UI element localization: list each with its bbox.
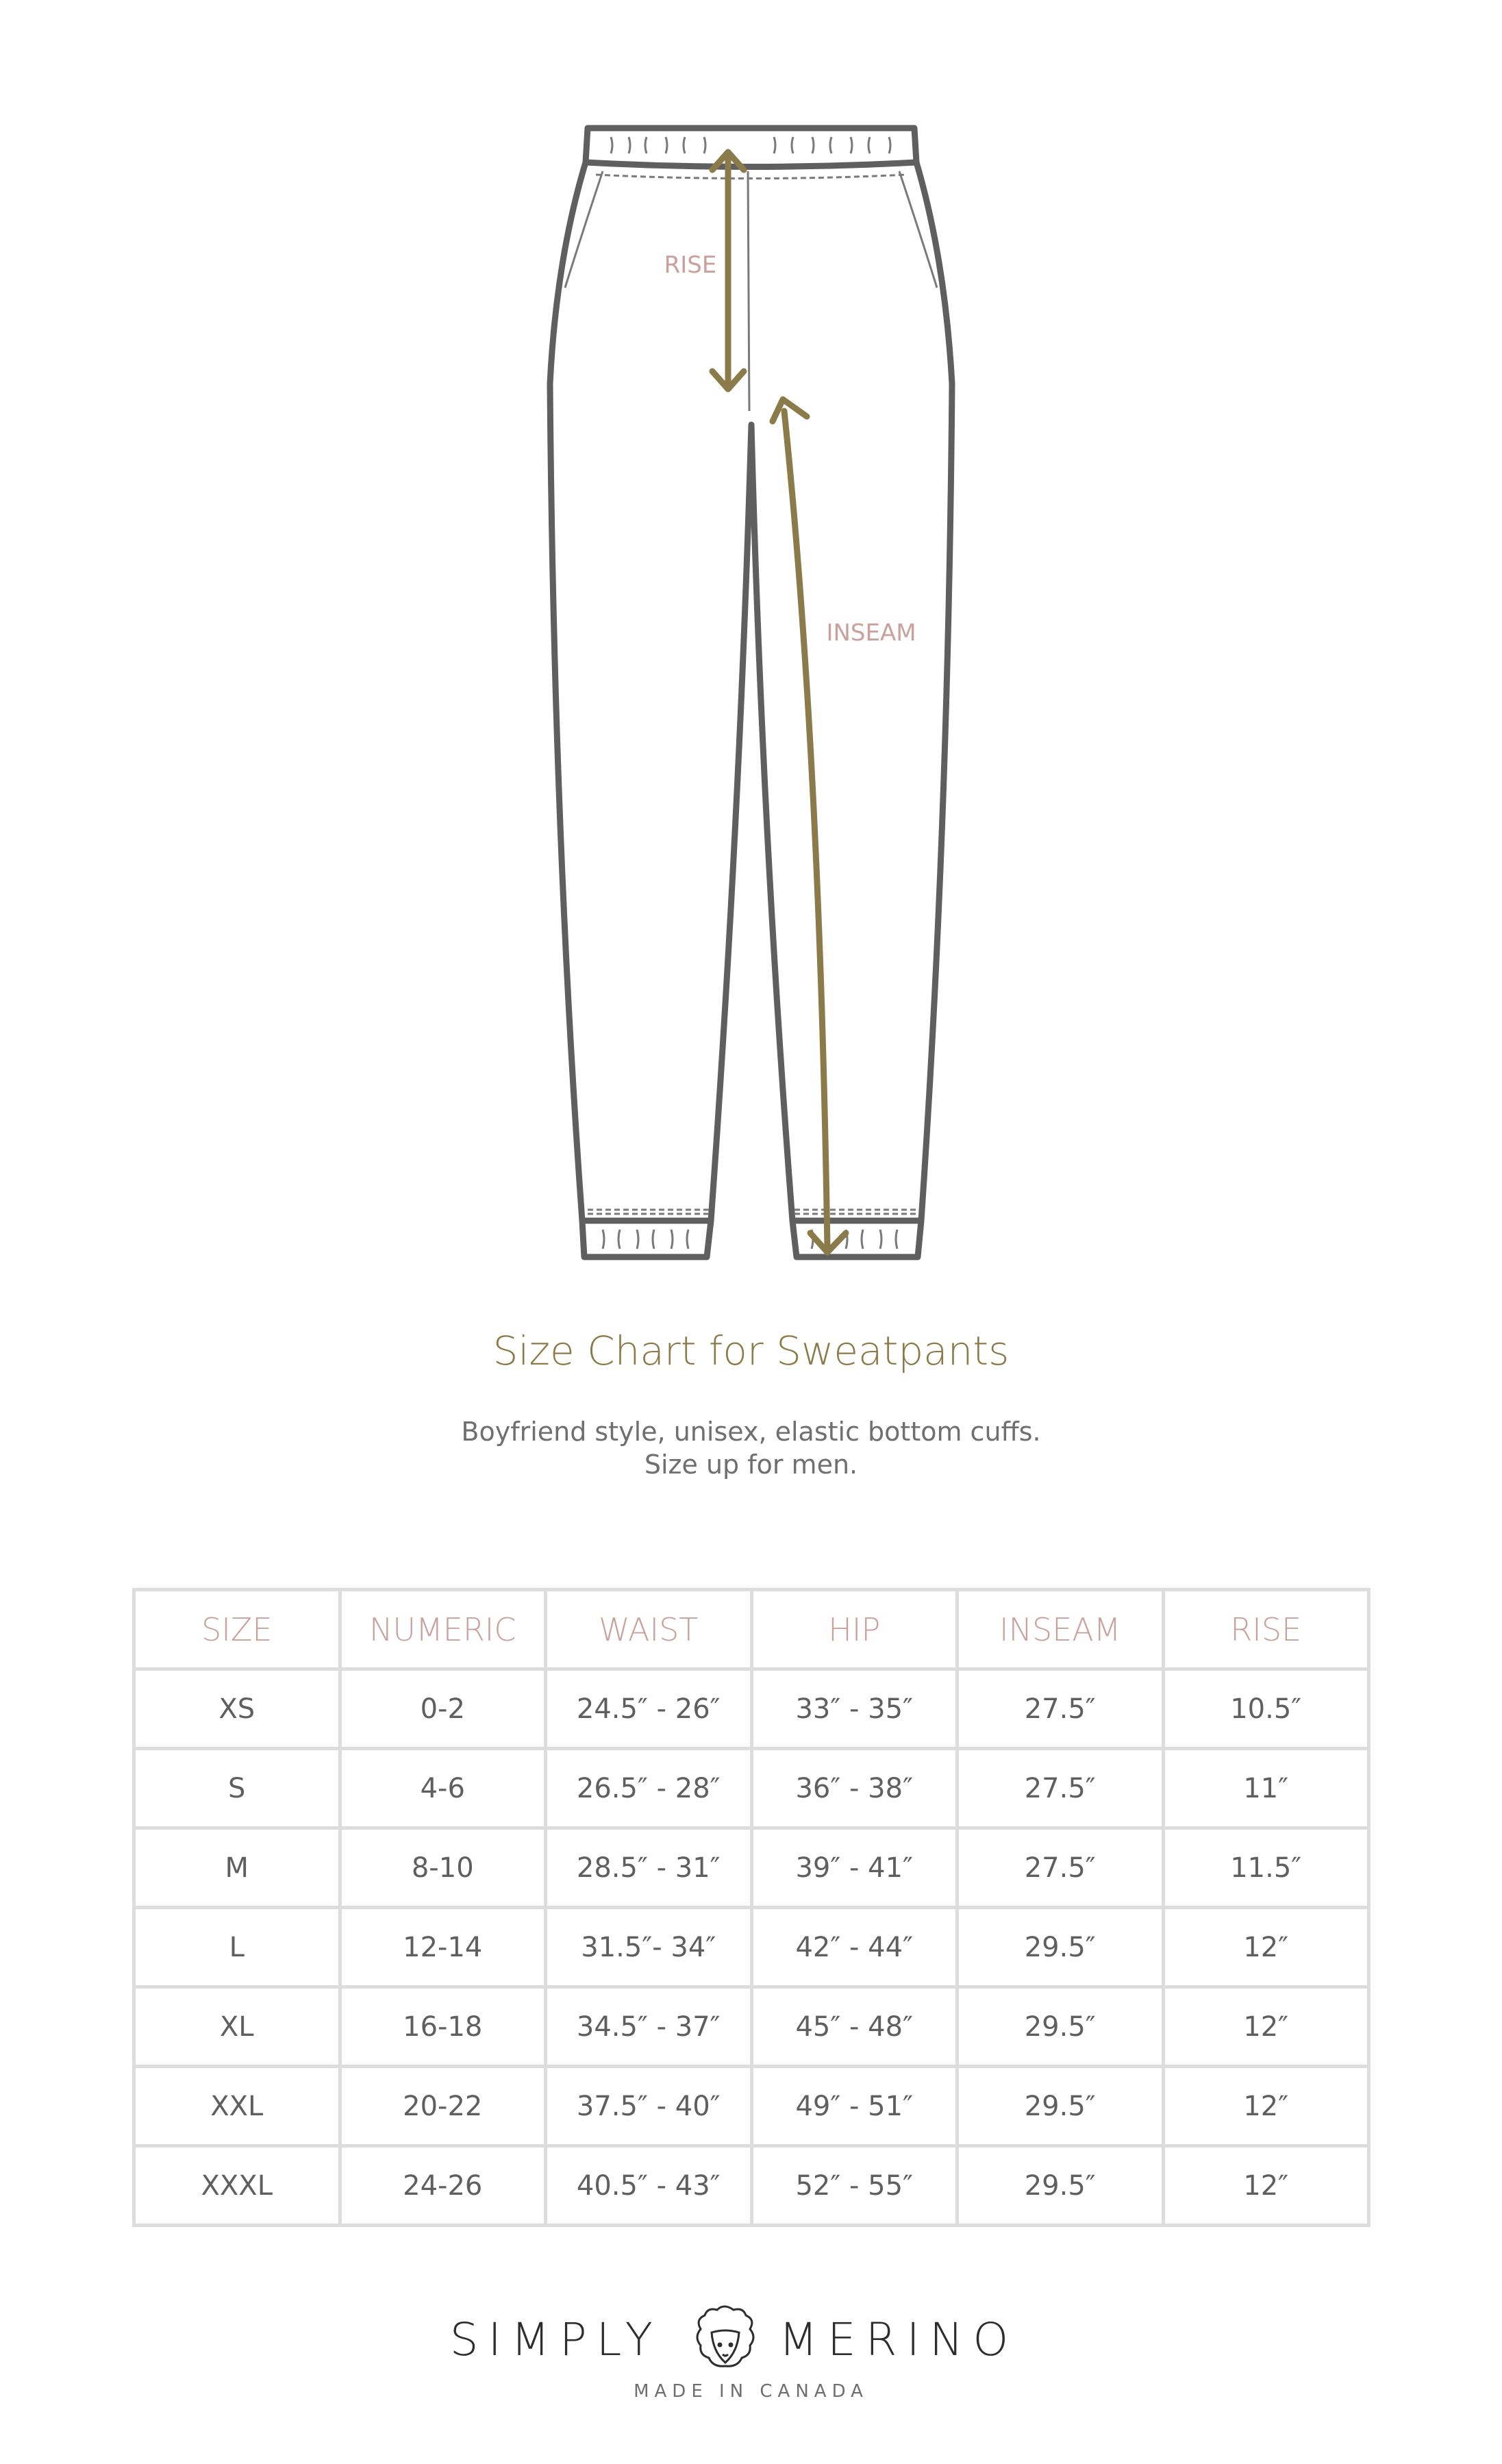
table-cell: L [134,1908,340,1987]
table-cell: 12″ [1163,2146,1369,2226]
header-numeric: NUMERIC [340,1590,546,1669]
table-cell: XL [134,1987,340,2067]
inseam-label: INSEAM [826,619,916,647]
waistband [586,128,916,167]
table-cell: 36″ - 38″ [751,1749,957,1828]
table-cell: XXL [134,2067,340,2146]
table-cell: 12″ [1163,1987,1369,2067]
brand-name-left: SIMPLY [449,2313,662,2366]
table-cell: 0-2 [340,1669,546,1749]
table-cell: M [134,1828,340,1908]
table-cell: S [134,1749,340,1828]
table-cell: 27.5″ [957,1828,1164,1908]
table-cell: 12″ [1163,1908,1369,1987]
cuff-gathers [603,1230,897,1249]
table-row [134,1987,1369,2067]
header-size: SIZE [134,1590,340,1669]
size-table [132,1588,1370,2227]
brand-logo-lockup [0,2305,1502,2374]
subtitle-line-2: Size up for men. [644,1449,858,1480]
table-cell: 24.5″ - 26″ [546,1669,752,1749]
table-cell: 27.5″ [957,1669,1164,1749]
rise-arrow [712,152,744,389]
left-cuff [582,1221,711,1257]
table-header-row [134,1590,1369,1669]
table-cell: 4-6 [340,1749,546,1828]
table-row [134,1669,1369,1749]
table-cell: 26.5″ - 28″ [546,1749,752,1828]
made-in-canada-tagline: MADE IN CANADA [634,2381,868,2402]
table-cell: 20-22 [340,2067,546,2146]
table-cell: 29.5″ [957,1987,1164,2067]
table-cell: 52″ - 55″ [751,2146,957,2226]
table-cell: 29.5″ [957,1908,1164,1987]
table-row [134,2146,1369,2226]
table-cell: 10.5″ [1163,1669,1369,1749]
header-rise: RISE [1163,1590,1369,1669]
waistband-gathers [611,137,890,153]
table-cell: 45″ - 48″ [751,1987,957,2067]
table-row [134,1749,1369,1828]
table-cell: 39″ - 41″ [751,1828,957,1908]
header-inseam: INSEAM [957,1590,1164,1669]
table-cell: 12-14 [340,1908,546,1987]
brand-name-right: MERINO [779,2313,1018,2366]
pant-outline [550,162,952,1221]
table-cell: 40.5″ - 43″ [546,2146,752,2226]
table-cell: 12″ [1163,2067,1369,2146]
page-title: Size Chart for Sweatpants [492,1328,1010,1374]
center-seam [748,171,749,411]
table-row [134,1908,1369,1987]
table-cell: 42″ - 44″ [751,1908,957,1987]
sheep-icon [687,2305,764,2380]
header-waist: WAIST [546,1590,752,1669]
table-cell: 31.5″- 34″ [546,1908,752,1987]
table-row [134,1828,1369,1908]
rise-label: RISE [664,251,717,279]
table-cell: 29.5″ [957,2146,1164,2226]
table-cell: 29.5″ [957,2067,1164,2146]
subtitle-line-1: Boyfriend style, unisex, elastic bottom cuffs. [461,1417,1041,1447]
table-cell: 37.5″ - 40″ [546,2067,752,2146]
table-cell: XXXL [134,2146,340,2226]
table-cell: 27.5″ [957,1749,1164,1828]
table-cell: 8-10 [340,1828,546,1908]
table-row [134,2067,1369,2146]
header-hip: HIP [751,1590,957,1669]
table-cell: 11.5″ [1163,1828,1369,1908]
table-cell: 28.5″ - 31″ [546,1828,752,1908]
table-cell: 33″ - 35″ [751,1669,957,1749]
table-cell: 16-18 [340,1987,546,2067]
table-cell: 11″ [1163,1749,1369,1828]
table-cell: 34.5″ - 37″ [546,1987,752,2067]
table-cell: XS [134,1669,340,1749]
table-cell: 24-26 [340,2146,546,2226]
table-cell: 49″ - 51″ [751,2067,957,2146]
